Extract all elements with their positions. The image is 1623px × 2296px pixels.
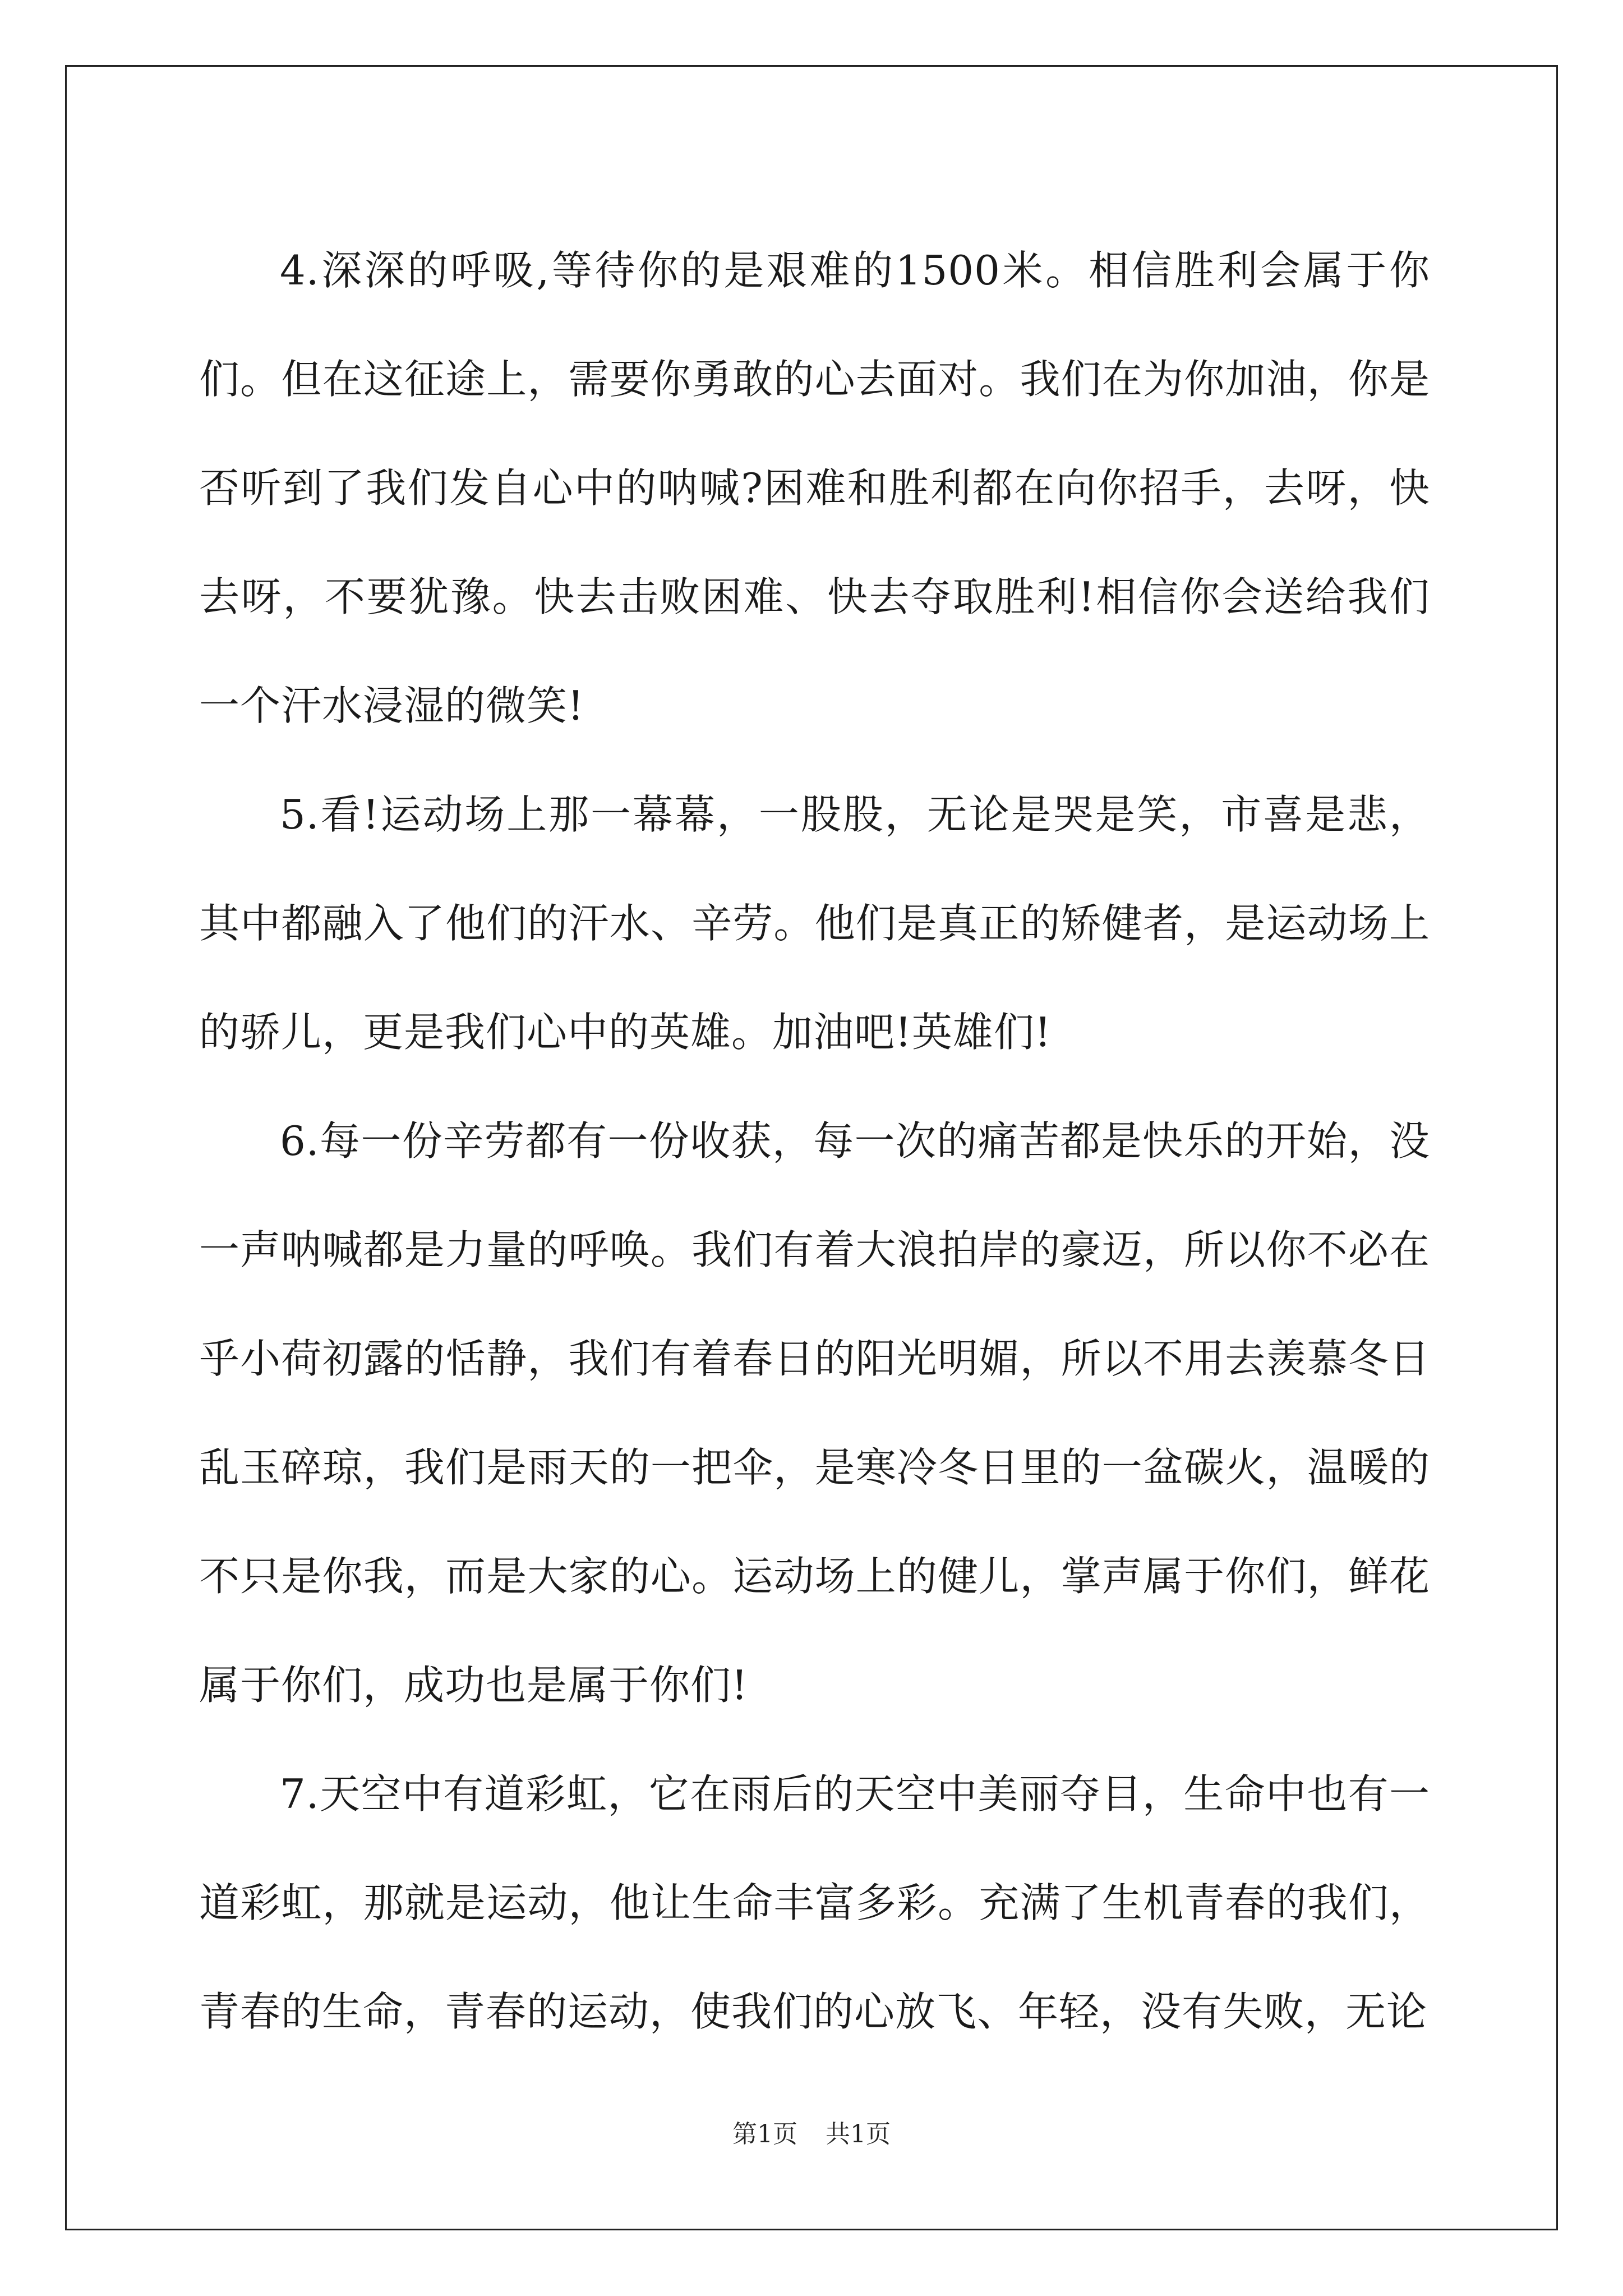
paragraph-6: 6.每一份辛劳都有一份收获，每一次的痛苦都是快乐的开始，没一声呐喊都是力量的呼唤。我们有着大浪拍岸的豪迈，所以你不必在乎小荷初露的恬静，我们有着春日的阳光明媚，所以不用去羡慕冬日乱玉碎琼，我们是雨天的一把伞，是寒冷冬日里的一盆碳火，温暖的不只是你我，而是大家的心。运动场上的健儿，掌声属于你们，鲜花属于你们，成功也是属于你们! bbox=[199, 1117, 1430, 1709]
page-number: 第1页 bbox=[732, 2120, 797, 2148]
document-body bbox=[199, 216, 1430, 2066]
page-footer bbox=[0, 2118, 1623, 2151]
paragraph-7: 7.天空中有道彩虹，它在雨后的天空中美丽夺目，生命中也有一道彩虹，那就是运动，他让生命丰富多彩。充满了生机青春的我们，青春的生命，青春的运动，使我们的心放飞、年轻，没有失败，无论 bbox=[199, 1770, 1430, 2035]
paragraph-4: 4.深深的呼吸,等待你的是艰难的1500米。相信胜利会属于你们。但在这征途上，需要你勇敢的心去面对。我们在为你加油，你是否听到了我们发自心中的呐喊?困难和胜利都在向你招手，去呀，快去呀，不要犹豫。快去击败困难、快去夺取胜利!相信你会送给我们一个汗水浸湿的微笑! bbox=[199, 247, 1430, 729]
paragraph-5: 5.看!运动场上那一幕幕，一股股，无论是哭是笑，市喜是悲，其中都融入了他们的汗水、辛劳。他们是真正的矫健者，是运动场上的骄儿，更是我们心中的英雄。加油吧!英雄们! bbox=[199, 791, 1430, 1056]
page-total: 共1页 bbox=[826, 2120, 891, 2148]
